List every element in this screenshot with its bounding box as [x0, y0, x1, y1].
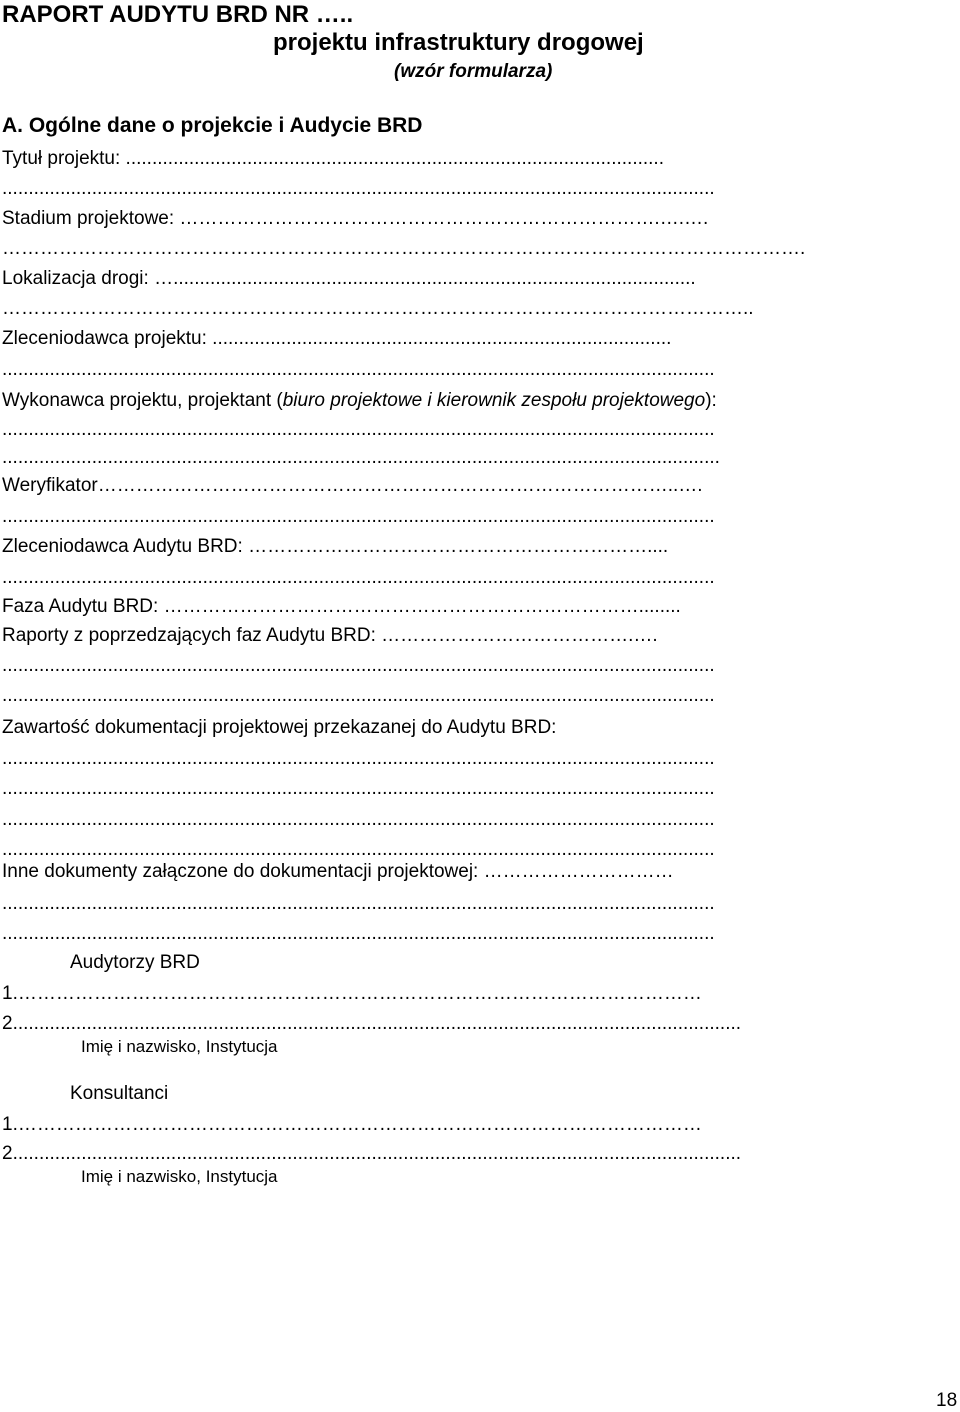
- project-stage-field: Stadium projektowe: ………………………………………………………………….….….: [2, 208, 709, 229]
- documentation-contents-continuation-3: .......................................................................................................................................: [2, 809, 715, 830]
- consultant-line-1: 1.………………………………………………………………………………………………: [2, 1114, 702, 1135]
- audit-client-field: Zleceniodawca Audytu BRD: ………………………………………………………....: [2, 536, 669, 557]
- consultants-caption: Imię i nazwisko, Instytucja: [81, 1167, 278, 1186]
- project-title-continuation: .......................................................................................................................................: [2, 178, 715, 199]
- contractor-label-italic: biuro projektowe i kierownik zespołu projektowego: [282, 390, 706, 411]
- verifier-continuation: .......................................................................................................................................: [2, 506, 715, 527]
- audit-phase-field: Faza Audytu BRD: …………………………………………………………………........: [2, 596, 681, 617]
- consultants-heading: Konsultanci: [70, 1083, 169, 1104]
- project-stage-continuation: ……………………………………………………………………………………………………………….: [2, 238, 806, 259]
- previous-reports-continuation-1: .......................................................................................................................................: [2, 655, 715, 676]
- project-client-field: Zleceniodawca projektu: .......................................................................................: [2, 328, 672, 349]
- documentation-contents-field: Zawartość dokumentacji projektowej przekazanej do Audytu BRD:: [2, 717, 557, 738]
- previous-reports-continuation-2: .......................................................................................................................................: [2, 685, 715, 706]
- page-number: 18: [936, 1390, 958, 1411]
- road-location-continuation: ………………………………………………………………………………………………………..: [2, 298, 754, 319]
- contractor-label-end: ):: [705, 390, 717, 411]
- road-location-field: Lokalizacja drogi: …...................................................................................................: [2, 268, 696, 289]
- documentation-contents-continuation-1: .......................................................................................................................................: [2, 748, 715, 769]
- project-client-continuation: .......................................................................................................................................: [2, 359, 715, 380]
- form-template-note: (wzór formularza): [394, 61, 553, 82]
- project-contractor-continuation-1: .......................................................................................................................................: [2, 419, 715, 440]
- verifier-field: Weryfikator………………………………………………………………………………..….: [2, 475, 703, 496]
- report-subtitle: projektu infrastruktury drogowej: [273, 29, 644, 56]
- documentation-contents-continuation-4: .......................................................................................................................................: [2, 839, 715, 860]
- other-documents-continuation-1: .......................................................................................................................................: [2, 893, 715, 914]
- contractor-label-start: Wykonawca projektu, projektant (: [2, 390, 283, 411]
- documentation-contents-continuation-2: .......................................................................................................................................: [2, 778, 715, 799]
- auditors-caption: Imię i nazwisko, Instytucja: [81, 1037, 278, 1056]
- auditor-line-2: 2..........................................................................................................................................: [2, 1013, 742, 1034]
- auditor-line-1: 1.………………………………………………………………………………………………: [2, 983, 702, 1004]
- consultant-line-2: 2..........................................................................................................................................: [2, 1143, 742, 1164]
- project-title-field: Tytuł projektu: ......................................................................................................: [2, 148, 664, 169]
- section-a-heading: A. Ogólne dane o projekcie i Audycie BRD: [2, 114, 423, 137]
- auditors-heading: Audytorzy BRD: [70, 952, 200, 973]
- other-documents-continuation-2: .......................................................................................................................................: [2, 923, 715, 944]
- previous-reports-field: Raporty z poprzedzających faz Audytu BRD: ………………………………….….: [2, 625, 658, 646]
- other-documents-field: Inne dokumenty załączone do dokumentacji projektowej: …………………………: [2, 861, 674, 882]
- audit-client-continuation: .......................................................................................................................................: [2, 567, 715, 588]
- project-contractor-field: [2, 389, 882, 413]
- report-title: RAPORT AUDYTU BRD NR …..: [2, 1, 354, 28]
- project-contractor-continuation-2: ........................................................................................................................................: [2, 447, 720, 468]
